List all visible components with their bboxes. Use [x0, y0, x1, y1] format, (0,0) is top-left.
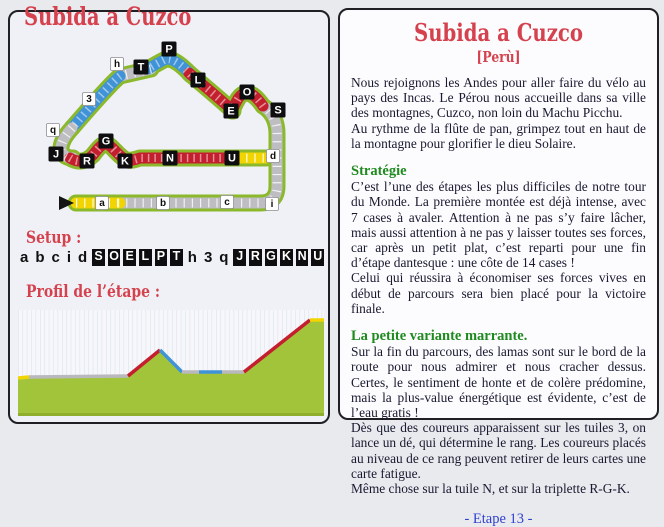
stage-description [340, 66, 657, 527]
map-tile-O [240, 85, 255, 100]
profile-segment-start-finish [18, 377, 29, 378]
road-lane-markings [61, 59, 277, 203]
svg-text:c: c [224, 197, 230, 208]
map-tile-c [221, 196, 234, 209]
setup-tile-E: E [123, 249, 136, 266]
svg-text:S: S [274, 104, 282, 117]
svg-text:G: G [101, 135, 111, 148]
svg-text:R: R [83, 155, 91, 168]
svg-text:L: L [194, 74, 202, 87]
section-paragraph: C’est l’une des étapes les plus difficiles de notre tour du Monde. La première montée est déjà intense, avec 7 cases à avaler. Attention à ne pas s’y faire lâcher, mais aussi attention à ne pas y laisser toutes ses forces, car après un petit plat, c’est reparti pour une fin d’étape dantesque : une côte de 14 cases ! [351, 179, 646, 271]
stage-number: - Etape 13 - [464, 511, 533, 527]
setup-tile-U: U [311, 249, 324, 266]
section-heading: La petite variante marrante. [351, 328, 528, 345]
map-tile-J [49, 147, 64, 162]
map-tile-G [99, 134, 114, 149]
setup-tile-d: d [78, 249, 88, 266]
setup-tile-b: b [35, 249, 45, 266]
right-panel-title: Subida a Cuzco [414, 18, 583, 47]
svg-text:T: T [137, 61, 145, 74]
profile-segment-flat [29, 376, 128, 377]
svg-text:N: N [166, 152, 174, 165]
setup-tile-3: 3 [203, 249, 213, 266]
section-paragraph: Dès que des coureurs apparaissent sur les tuiles 3, on lance un dé, qui détermine le rang. Les coureurs placés au niveau de ce rang peuvent retirer de leurs cartes une carte fatigue. [351, 420, 646, 481]
right-panel [338, 8, 659, 527]
map-tile-S [271, 103, 286, 118]
svg-text:O: O [242, 86, 252, 99]
svg-text:J: J [52, 148, 60, 161]
svg-text:a: a [99, 198, 105, 209]
setup-tile-J: J [233, 249, 246, 266]
setup-tile-i: i [66, 249, 72, 266]
setup-tile-K: K [280, 249, 293, 266]
elevation-profile-chart [18, 310, 324, 416]
setup-tile-R: R [249, 249, 262, 266]
left-panel [8, 2, 330, 424]
section-paragraph: Sur la fin du parcours, des lamas sont sur le bord de la route pour nous admirer et nous cracher dessus. Certes, le sentiment de honte et de colère prédomine, mais la plus-value énergétique est évidente, c’est de l’eau gratis ! [351, 344, 646, 421]
road-border [61, 59, 277, 203]
setup-tile-O: O [108, 249, 121, 266]
map-tile-R [80, 154, 95, 169]
map-tile-3 [83, 93, 96, 106]
svg-text:q: q [49, 125, 57, 136]
svg-text:U: U [228, 152, 236, 165]
profile-label: Profil de l’étape : [26, 282, 160, 302]
map-tile-i [266, 198, 279, 211]
section-heading: Stratégie [351, 163, 407, 180]
map-tile-T [134, 60, 149, 75]
map-tile-U [225, 151, 240, 166]
setup-tile-a: a [20, 249, 29, 266]
section-paragraph: Celui qui réussira à économiser ses forces vives en début de parcours sera bien placé pour la victoire finale. [351, 270, 646, 316]
intro-paragraph: Nous rejoignons les Andes pour aller faire du vélo au pays des Incas. Le Pérou nous accueille dans sa ville des montagnes, Cuzco, non loin du Machu Picchu. [351, 75, 646, 121]
setup-tile-q: q [219, 249, 229, 266]
setup-tile-P: P [155, 249, 168, 266]
svg-text:d: d [269, 151, 277, 162]
svg-text:E: E [227, 105, 235, 118]
map-tile-N [163, 151, 178, 166]
svg-text:P: P [165, 43, 173, 56]
setup-tile-T: T [170, 249, 183, 266]
setup-tile-h: h [187, 249, 197, 266]
setup-tile-sequence [18, 249, 324, 266]
setup-tile-N: N [296, 249, 309, 266]
svg-text:K: K [121, 155, 129, 168]
svg-text:h: h [113, 59, 121, 70]
section-paragraph: Même chose sur la tuile N, et sur la triplette R-G-K. [351, 481, 630, 497]
map-tile-E [224, 104, 239, 119]
map-tile-d [267, 150, 280, 163]
svg-text:i: i [270, 199, 274, 210]
left-panel-title: Subida a Cuzco [24, 2, 192, 31]
map-tile-L [191, 73, 206, 88]
svg-text:b: b [159, 198, 167, 209]
setup-tile-c: c [51, 249, 60, 266]
intro-paragraph: Au rythme de la flûte de pan, grimpez tout en haut de la montagne pour glorifier le dieu Solaire. [351, 120, 646, 151]
country-subtitle: [Perù] [476, 49, 521, 66]
strategy-sections [351, 164, 646, 496]
map-tile-P [162, 42, 177, 57]
road-surfaces [61, 59, 277, 203]
svg-text:3: 3 [86, 94, 92, 105]
map-tile-h [111, 58, 124, 71]
setup-tile-L: L [139, 249, 152, 266]
map-tile-a [96, 197, 109, 210]
map-tile-K [118, 154, 133, 169]
setup-label: Setup : [26, 228, 82, 248]
map-tile-q [47, 124, 60, 137]
setup-tile-G: G [265, 249, 278, 266]
map-tile-b [157, 197, 170, 210]
setup-tile-S: S [92, 249, 105, 266]
intro-paragraphs [351, 75, 646, 151]
